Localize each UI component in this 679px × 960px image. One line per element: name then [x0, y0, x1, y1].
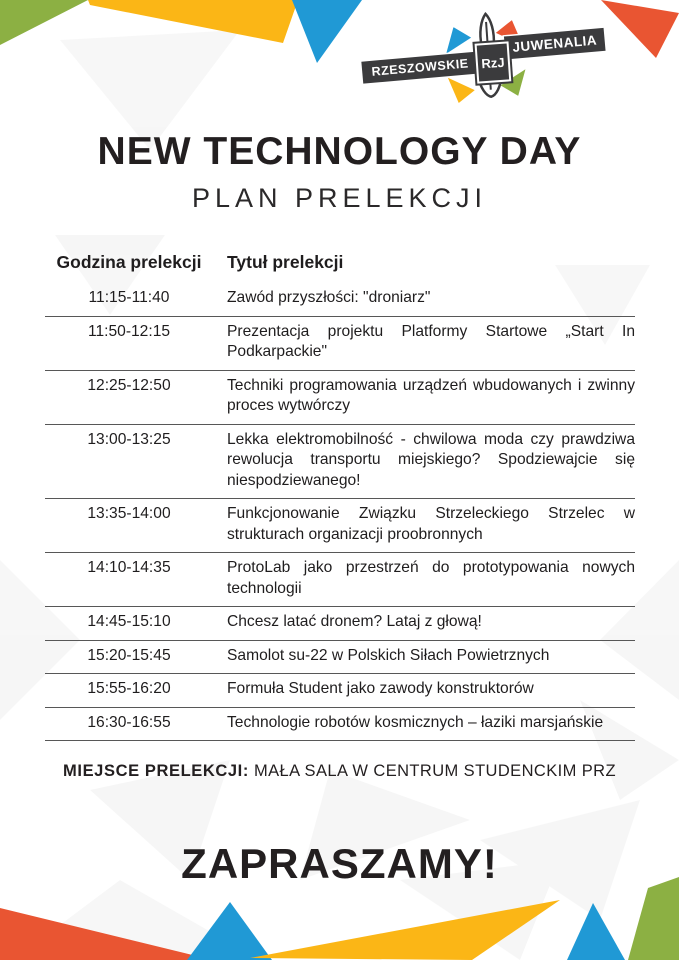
table-row — [45, 607, 635, 641]
logo-badge-rzj: RzJ — [475, 41, 512, 83]
table-row — [45, 641, 635, 675]
row-time: 14:10-14:35 — [87, 559, 171, 576]
column-header-time: Godzina prelekcji — [56, 252, 202, 272]
closing-text: ZAPRASZAMY! — [181, 840, 498, 887]
table-row — [45, 553, 635, 607]
row-time: 15:55-16:20 — [87, 680, 171, 697]
column-header-title: Tytuł prelekcji — [227, 252, 344, 272]
table-row — [45, 425, 635, 500]
row-title: Samolot su-22 w Polskich Siłach Powietrznych — [227, 646, 550, 664]
row-time: 12:25-12:50 — [87, 376, 171, 394]
row-time: 13:35-14:00 — [87, 505, 171, 522]
page-title: NEW TECHNOLOGY DAY — [97, 130, 582, 173]
venue-line — [0, 762, 679, 781]
row-title: Formuła Student jako zawody konstruktorów — [227, 680, 534, 697]
row-time: 13:00-13:25 — [87, 430, 171, 448]
row-title: Zawód przyszłości: "droniarz" — [227, 289, 431, 306]
schedule-header-row — [45, 250, 635, 283]
schedule-body — [45, 283, 635, 741]
logo-text-rzeszowskie: RZESZOWSKIE — [361, 52, 478, 84]
row-time: 14:45-15:10 — [87, 613, 171, 630]
schedule-table — [45, 250, 635, 741]
table-row — [45, 283, 635, 317]
venue-label: MIEJSCE PRELEKCJI: — [63, 762, 249, 780]
row-title: Technologie robotów kosmicznych – łaziki marsjańskie — [227, 713, 604, 731]
page-subtitle: PLAN PRELEKCJI — [191, 183, 488, 213]
table-row — [45, 317, 635, 371]
row-time: 16:30-16:55 — [87, 713, 171, 731]
table-row — [45, 499, 635, 553]
row-title: Chcesz latać dronem? Lataj z głową! — [227, 613, 482, 630]
row-time: 15:20-15:45 — [87, 646, 171, 664]
row-time: 11:15-11:40 — [88, 289, 170, 306]
row-title: Prezentacja projektu Platformy Startowe „Start In Podkarpackie" — [227, 322, 635, 360]
venue-value: MAŁA SALA W CENTRUM STUDENCKIM PRZ — [248, 762, 616, 780]
row-title: Funkcjonowanie Związku Strzeleckiego Strzelec w strukturach organizacji proobronnych — [227, 505, 635, 543]
table-row — [45, 674, 635, 708]
row-title: Techniki programowania urządzeń wbudowanych i zwinny proces wytwórczy — [227, 376, 635, 414]
table-row — [45, 708, 635, 742]
logo-text-juwenalia: JUWENALIA — [504, 28, 606, 60]
row-time: 11:50-12:15 — [87, 322, 171, 340]
row-title: Lekka elektromobilność - chwilowa moda czy prawdziwa rewolucja transportu miejskiego? Spodziewajcie się niespodziewanego! — [227, 430, 635, 489]
row-title: ProtoLab jako przestrzeń do prototypowania nowych technologii — [227, 559, 635, 597]
table-row — [45, 371, 635, 425]
